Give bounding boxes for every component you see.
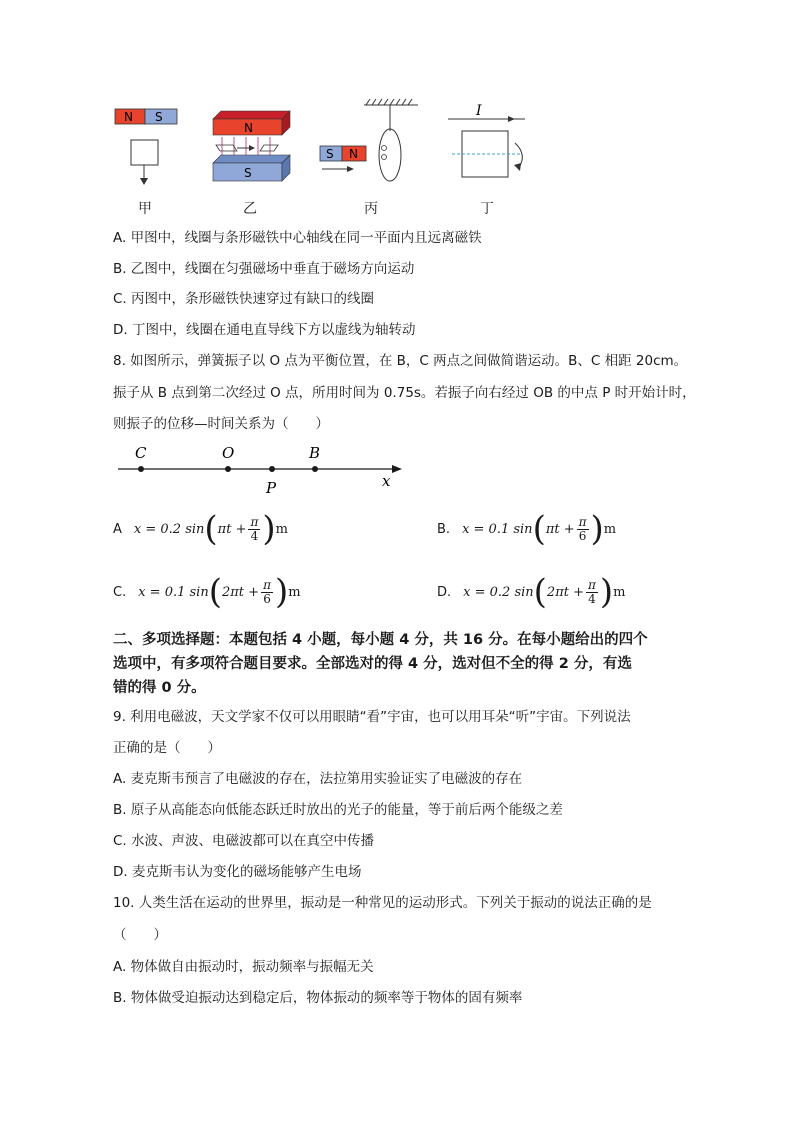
jia-n-label: N xyxy=(124,110,133,124)
q10-stem-line2: （ ） xyxy=(113,927,167,943)
q9-option-a: A. 麦克斯韦预言了电磁波的存在，法拉第用实验证实了电磁波的存在 xyxy=(113,771,523,787)
q9-option-c: C. 水波、声波、电磁波都可以在真空中传播 xyxy=(113,833,375,849)
label-c: C xyxy=(135,444,147,462)
figure-bing xyxy=(320,99,418,181)
q8-stem-line3: 则振子的位移—时间关系为（ ） xyxy=(113,416,329,432)
section2-heading-line1: 二、多项选择题：本题包括 4 小题，每小题 4 分，共 16 分。在每小题给出的四个 xyxy=(113,632,648,648)
q8-option-d: D. x = 0.2 sin ( 2πt + $\frac{\pi}{4}$ ) m xyxy=(437,572,626,612)
q10-stem-line1: 10. 人类生活在运动的世界里，振动是一种常见的运动形式。下列关于振动的说法正确的是 xyxy=(113,895,652,911)
arrow-right-icon xyxy=(347,166,354,172)
axis-arrow-icon xyxy=(392,465,402,473)
q7-option-b: B. 乙图中，线圈在匀强磁场中垂直于磁场方向运动 xyxy=(113,261,415,277)
yi-n-label: N xyxy=(244,121,253,135)
coil-loop xyxy=(131,140,158,165)
q8-stem-line2: 振子从 B 点到第二次经过 O 点，所用时间为 0.75s。若振子向右经过 OB 的中点 P 时开始计时， xyxy=(113,385,696,401)
figure-jia xyxy=(115,109,177,185)
q9-option-d: D. 麦克斯韦认为变化的磁场能够产生电场 xyxy=(113,864,362,880)
q8-stem-line1: 8. 如图所示，弹簧振子以 O 点为平衡位置，在 B，C 两点之间做简谐运动。B、C 相距 20cm。 xyxy=(113,353,688,369)
label-x: x xyxy=(382,472,391,490)
section2-heading-line2: 选项中，有多项符合题目要求。全部选对的得 4 分，选对但不全的得 2 分，有选 xyxy=(113,656,632,672)
q10-option-a: A. 物体做自由振动时，振动频率与振幅无关 xyxy=(113,959,374,975)
figure-yi xyxy=(213,111,290,181)
caption-yi: 乙 xyxy=(243,201,257,217)
point-p xyxy=(269,466,275,472)
point-o xyxy=(225,466,231,472)
electromagnetic-induction-figures xyxy=(100,95,540,225)
bing-s-label: S xyxy=(326,147,334,161)
label-p: P xyxy=(266,479,277,497)
bing-n-label: N xyxy=(349,147,358,161)
jia-s-label: S xyxy=(155,110,163,124)
point-b xyxy=(312,466,318,472)
arrow-right-icon xyxy=(249,145,255,151)
q7-option-a: A. 甲图中，线圈与条形磁铁中心轴线在同一平面内且远离磁铁 xyxy=(113,230,482,246)
caption-bing: 丙 xyxy=(364,201,378,217)
q10-option-b: B. 物体做受迫振动达到稳定后，物体振动的频率等于物体的固有频率 xyxy=(113,990,523,1006)
oscillator-axis-figure xyxy=(110,440,410,500)
rotation-arrow-icon xyxy=(514,163,521,171)
section2-heading-line3: 错的得 0 分。 xyxy=(113,680,206,696)
q7-option-c: C. 丙图中，条形磁铁快速穿过有缺口的线圈 xyxy=(113,291,375,307)
q8-option-c: C. x = 0.1 sin ( 2πt + $\frac{\pi}{6}$ ) m xyxy=(113,572,301,612)
caption-jia: 甲 xyxy=(138,201,152,217)
arrow-right-icon xyxy=(508,116,515,122)
q9-option-b: B. 原子从高能态向低能态跃迁时放出的光子的能量，等于前后两个能级之差 xyxy=(113,802,563,818)
yi-s-label: S xyxy=(244,166,252,180)
figure-ding xyxy=(448,103,525,177)
label-o: O xyxy=(222,444,235,462)
q9-stem-line2: 正确的是（ ） xyxy=(113,740,221,756)
current-label: I xyxy=(476,103,482,119)
caption-ding: 丁 xyxy=(480,201,494,217)
label-b: B xyxy=(309,444,321,462)
q8-option-a: A x = 0.2 sin ( πt + $\frac{\pi}{4}$ ) m xyxy=(113,509,288,549)
arrow-down-icon xyxy=(140,178,148,185)
q7-option-d: D. 丁图中，线圈在通电直导线下方以虚线为轴转动 xyxy=(113,322,416,338)
point-c xyxy=(138,466,144,472)
q8-option-b: B. x = 0.1 sin ( πt + $\frac{\pi}{6}$ ) m xyxy=(437,509,617,549)
q9-stem-line1: 9. 利用电磁波，天文学家不仅可以用眼睛“看”宇宙，也可以用耳朵“听”宇宙。下列说法 xyxy=(113,709,631,725)
